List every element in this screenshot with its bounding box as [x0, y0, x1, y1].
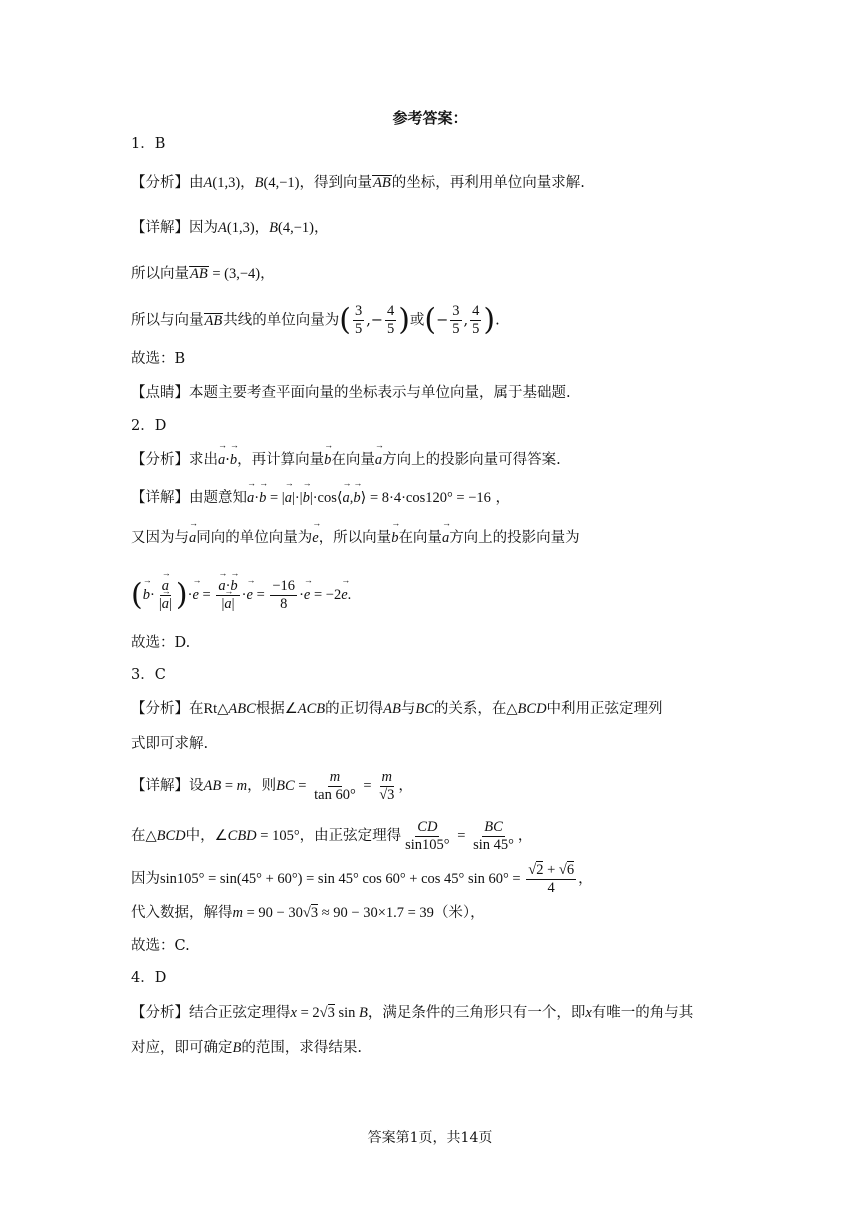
q3-result: 代入数据，解得m = 90 − 30√3 ≈ 90 − 30×1.7 = 39（米）， [131, 905, 485, 921]
q2-number: 2．D [131, 418, 167, 434]
q3-select: 故选：C. [131, 938, 190, 954]
q1-vector-ab: 所以向量AB = (3,−4)， [131, 266, 275, 282]
analysis-tag: 【分析】 [131, 1005, 189, 1021]
q3-analysis-line2: 式即可求解. [131, 736, 209, 752]
q3-detail: 【详解】设AB = m，则BC = $\frac{m}{\tan 60^\circ}$ = $\frac{m}{√3}$ ， [131, 769, 413, 803]
q1-comment: 【点睛】本题主要考查平面向量的坐标表示与单位向量，属于基础题. [131, 385, 571, 401]
q2-unit-vector: 又因为与→ a同向的单位向量为→ e，所以向量→ b在向量→ a方向上的投影向量为 [131, 528, 580, 548]
q2-detail: 【详解】由题意知→ a·→ b = |→ a|·|→ b|·cos⟨→ a,→ b⟩ = 8·4·cos120° = −16 ， [131, 488, 510, 508]
q3-analysis-line1: 【分析】在Rt△ABC根据∠ACB的正切得AB与BC的关系，在△BCD中利用正弦定理列 [131, 701, 663, 717]
q4-analysis-line1: 【分析】结合正弦定理得x = 2√3 sin B，满足条件的三角形只有一个，即x有唯一的角与其 [131, 1005, 694, 1021]
q1-unit-vector: 所以与向量AB共线的单位向量为( $\frac{3}{5}$ ,− $\frac{4}{5}$ )或(− $\frac{3}{5}$ , $\frac{4}{5}$ ). [131, 302, 500, 338]
q1-number: 1．B [131, 136, 166, 152]
q1-analysis: 【分析】由A(1,3)，B(4,−1)，得到向量AB的坐标，再利用单位向量求解. [131, 175, 585, 191]
q1-select: 故选：B [131, 351, 186, 367]
q3-number: 3．C [131, 667, 166, 683]
q4-number: 4．D [131, 970, 167, 986]
q2-analysis: 【分析】求出→ a·→ b，再计算向量→ b在向量→ a方向上的投影向量可得答案. [131, 450, 561, 470]
detail-tag: 【详解】 [131, 220, 189, 236]
page-footer: 答案第1页，共14页 [367, 1130, 493, 1146]
q4-analysis-line2: 对应，即可确定B的范围，求得结果. [131, 1040, 362, 1056]
q2-projection-formula: (→ b· → $\frac{a}{|\to a|}$ )·→ e = → $\frac{a\cdot\to b}{|\to a|}$ ·→ e = $\frac{-16}{8}$ ·→ e = −2→ e. [131, 578, 351, 613]
q3-sine-rule: 在△BCD中，∠CBD = 105°，由正弦定理得 $\frac{CD}{\sin 105^\circ}$ = $\frac{BC}{\sin 45^\circ}$ ， [131, 819, 533, 853]
detail-tag: 【详解】 [131, 490, 189, 506]
q1-detail: 【详解】因为A(1,3)，B(4,−1)， [131, 220, 329, 236]
detail-tag: 【详解】 [131, 777, 189, 794]
analysis-tag: 【分析】 [131, 452, 189, 468]
page-title: 参考答案： [392, 109, 468, 127]
q2-select: 故选：D. [131, 635, 191, 651]
analysis-tag: 【分析】 [131, 175, 189, 191]
analysis-tag: 【分析】 [131, 701, 189, 717]
q3-sin105: 因为sin105° = sin(45° + 60°) = sin 45° cos 60° + cos 45° sin 60° = $\frac{√2 + √6}{4}$ ， [131, 862, 593, 896]
comment-tag: 【点睛】 [131, 385, 189, 401]
